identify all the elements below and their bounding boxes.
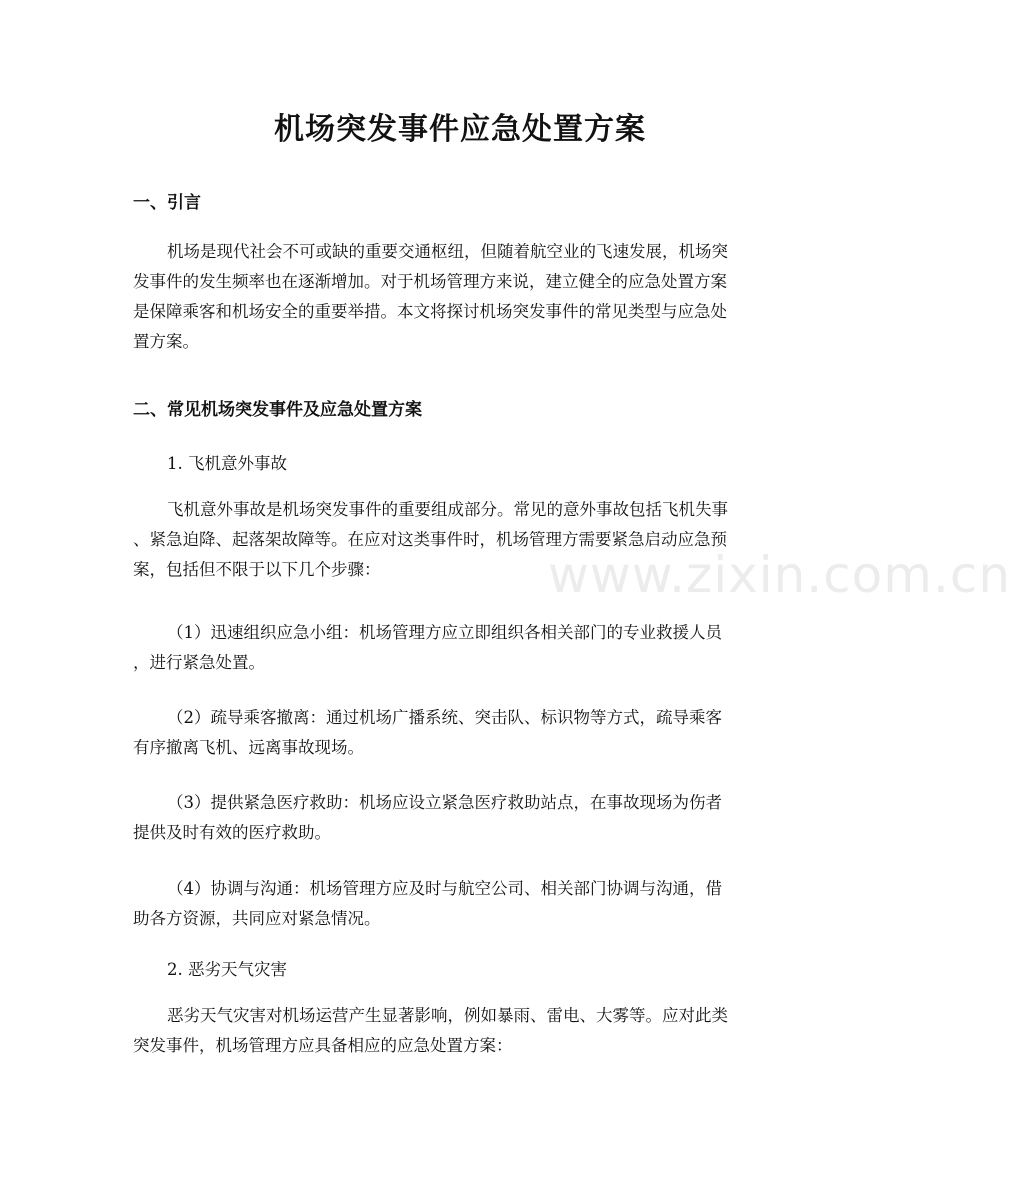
paragraph-intro: [133, 237, 793, 357]
paragraph-line: 突发事件，机场管理方应具备相应的应急处置方案：: [133, 1036, 513, 1055]
paragraph-line: 是保障乘客和机场安全的重要举措。本文将探讨机场突发事件的常见类型与应急处: [133, 302, 727, 321]
paragraph-line: （1）迅速组织应急小组：机场管理方应立即组织各相关部门的专业救援人员: [167, 623, 722, 642]
step-1: [133, 618, 793, 678]
paragraph-line: 恶劣天气灾害对机场运营产生显著影响，例如暴雨、雷电、大雾等。应对此类: [167, 1006, 728, 1025]
paragraph-severe-weather: [133, 1001, 793, 1061]
step-2: [133, 703, 793, 763]
paragraph-line: 助各方资源，共同应对紧急情况。: [133, 909, 381, 928]
subheading-severe-weather: 2. 恶劣天气灾害: [167, 960, 287, 979]
paragraph-line: ，进行紧急处置。: [133, 653, 265, 672]
step-4: [133, 874, 793, 934]
paragraph-line: （3）提供紧急医疗救助：机场应设立紧急医疗救助站点，在事故现场为伤者: [167, 793, 722, 812]
paragraph-line: （2）疏导乘客撤离：通过机场广播系统、突击队、标识物等方式，疏导乘客: [167, 708, 722, 727]
step-3: [133, 788, 793, 848]
watermark-text: www.zixin.com.cn: [548, 546, 1011, 604]
paragraph-line: 、紧急迫降、起落架故障等。在应对这类事件时，机场管理方需要紧急启动应急预: [133, 530, 727, 549]
paragraph-line: 案，包括但不限于以下几个步骤：: [133, 560, 381, 579]
paragraph-aircraft-accident: [133, 495, 793, 585]
paragraph-line: 有序撤离飞机、远离事故现场。: [133, 738, 364, 757]
paragraph-line: 提供及时有效的医疗救助。: [133, 823, 331, 842]
paragraph-line: 发事件的发生频率也在逐渐增加。对于机场管理方来说，建立健全的应急处置方案: [133, 272, 727, 291]
paragraph-line: 飞机意外事故是机场突发事件的重要组成部分。常见的意外事故包括飞机失事: [167, 500, 728, 519]
paragraph-line: （4）协调与沟通：机场管理方应及时与航空公司、相关部门协调与沟通，借: [167, 879, 722, 898]
section-heading-common: 二、常见机场突发事件及应急处置方案: [133, 400, 422, 420]
document-title: 机场突发事件应急处置方案: [274, 112, 646, 147]
subheading-aircraft-accident: 1. 飞机意外事故: [167, 454, 287, 473]
paragraph-line: 置方案。: [133, 332, 199, 351]
paragraph-line: 机场是现代社会不可或缺的重要交通枢纽，但随着航空业的飞速发展，机场突: [167, 242, 728, 261]
section-heading-intro: 一、引言: [133, 193, 201, 213]
